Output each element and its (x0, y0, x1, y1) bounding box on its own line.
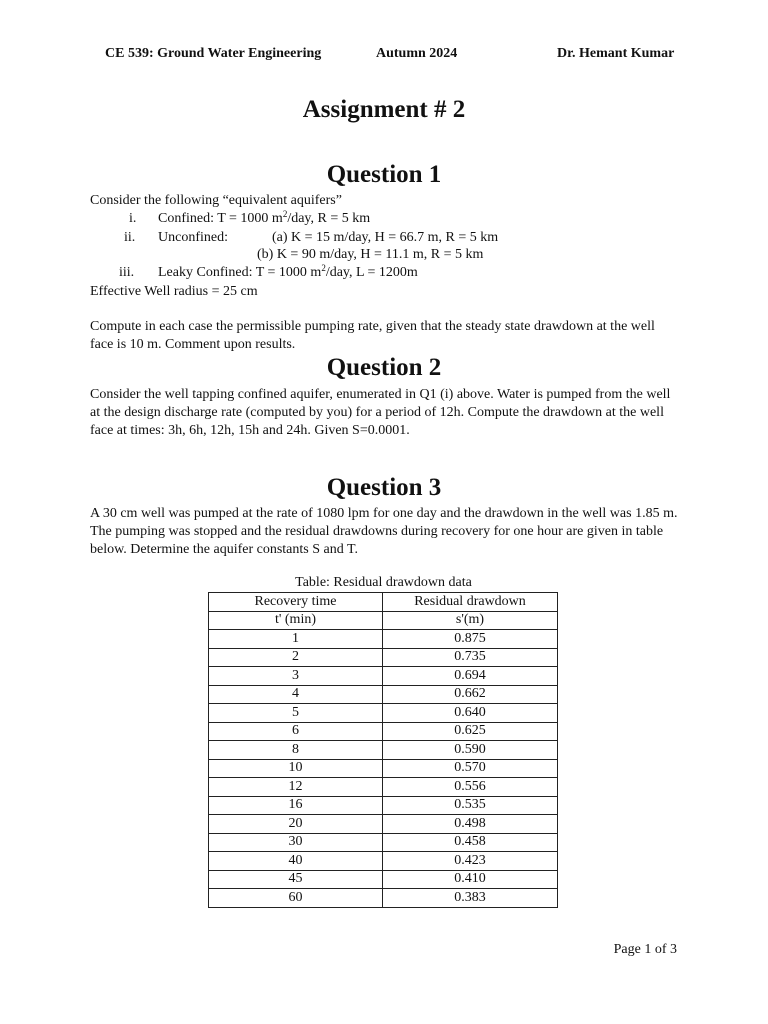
q1-item-num: i. (129, 211, 137, 226)
column-header: Recovery time (209, 593, 383, 612)
page-number: Page 1 of 3 (613, 942, 677, 957)
table-row (209, 741, 558, 760)
residual-drawdown-cell: 0.875 (383, 630, 558, 649)
residual-drawdown-cell: 0.640 (383, 704, 558, 723)
assignment-title: Assignment # 2 (302, 96, 466, 123)
residual-drawdown-cell: 0.662 (383, 685, 558, 704)
residual-drawdown-cell: 0.498 (383, 815, 558, 834)
question-1-heading: Question 1 (326, 161, 442, 188)
residual-drawdown-cell: 0.383 (383, 889, 558, 908)
residual-drawdown-cell: 0.570 (383, 759, 558, 778)
course-title: CE 539: Ground Water Engineering (105, 46, 322, 61)
recovery-time-cell: 30 (209, 833, 383, 852)
residual-drawdown-cell: 0.694 (383, 667, 558, 686)
q1-item-unconfined-b: (b) K = 90 m/day, H = 11.1 m, R = 5 km (257, 247, 484, 262)
recovery-time-cell: 1 (209, 630, 383, 649)
table-row (209, 778, 558, 797)
table-row (209, 667, 558, 686)
q1-well-radius: Effective Well radius = 25 cm (90, 284, 258, 299)
q2-text: Consider the well tapping confined aquifer, enumerated in Q1 (i) above. Water is pumped from the well at the design discharge rate (computed by you) for a period of 12h. Compute the drawdown at the well face at times: 3h, 6h, 12h, 15h and 24h. Given S=0.0001. (90, 387, 671, 438)
q3-text: A 30 cm well was pumped at the rate of 1080 lpm for one day and the drawdown in the well was 1.85 m. The pumping was stopped and the residual drawdowns during recovery for one hour are given in table below. Determine the aquifer constants S and T. (90, 506, 678, 557)
column-unit: s'(m) (383, 611, 558, 630)
q1-item-confined: Confined: T = 1000 $m^2$/day, R = 5 km (158, 209, 371, 226)
question-2-heading: Question 2 (326, 354, 442, 381)
recovery-time-cell: 6 (209, 722, 383, 741)
q1-task: Compute in each case the permissible pumping rate, given that the steady state drawdown at the well face is 10 m. Comment upon results. (90, 319, 655, 352)
table-row (209, 648, 558, 667)
recovery-time-cell: 3 (209, 667, 383, 686)
residual-drawdown-cell: 0.458 (383, 833, 558, 852)
column-unit: t' (min) (209, 611, 383, 630)
table-units-row (209, 611, 558, 630)
table-row (209, 704, 558, 723)
recovery-time-cell: 40 (209, 852, 383, 871)
residual-drawdown-table (208, 592, 558, 908)
residual-drawdown-cell: 0.556 (383, 778, 558, 797)
q1-item-unconfined-a: (a) K = 15 m/day, H = 66.7 m, R = 5 km (272, 230, 499, 245)
recovery-time-cell: 45 (209, 870, 383, 889)
table-row (209, 722, 558, 741)
q1-item-num: iii. (119, 265, 135, 280)
table-row (209, 796, 558, 815)
residual-drawdown-cell: 0.535 (383, 796, 558, 815)
instructor-name: Dr. Hemant Kumar (557, 46, 675, 61)
recovery-time-cell: 5 (209, 704, 383, 723)
table-caption: Table: Residual drawdown data (295, 575, 472, 590)
residual-drawdown-cell: 0.625 (383, 722, 558, 741)
residual-drawdown-cell: 0.410 (383, 870, 558, 889)
column-header: Residual drawdown (383, 593, 558, 612)
q1-item-unconfined-label: Unconfined: (158, 230, 228, 245)
table-row (209, 833, 558, 852)
recovery-time-cell: 8 (209, 741, 383, 760)
table-row (209, 759, 558, 778)
table-row (209, 685, 558, 704)
q1-intro: Consider the following “equivalent aquifers” (90, 193, 342, 208)
table-row (209, 852, 558, 871)
recovery-time-cell: 10 (209, 759, 383, 778)
residual-drawdown-cell: 0.735 (383, 648, 558, 667)
recovery-time-cell: 20 (209, 815, 383, 834)
q1-item-leaky: Leaky Confined: T = 1000 $m^2$/day, L = 1200m (158, 263, 418, 280)
residual-drawdown-cell: 0.590 (383, 741, 558, 760)
term: Autumn 2024 (376, 46, 458, 61)
residual-drawdown-cell: 0.423 (383, 852, 558, 871)
recovery-time-cell: 4 (209, 685, 383, 704)
question-3-heading: Question 3 (326, 474, 442, 501)
recovery-time-cell: 16 (209, 796, 383, 815)
recovery-time-cell: 12 (209, 778, 383, 797)
recovery-time-cell: 60 (209, 889, 383, 908)
table-row (209, 889, 558, 908)
table-row (209, 630, 558, 649)
q1-item-num: ii. (124, 230, 136, 245)
recovery-time-cell: 2 (209, 648, 383, 667)
table-row (209, 815, 558, 834)
table-row (209, 870, 558, 889)
table-header-row (209, 593, 558, 612)
